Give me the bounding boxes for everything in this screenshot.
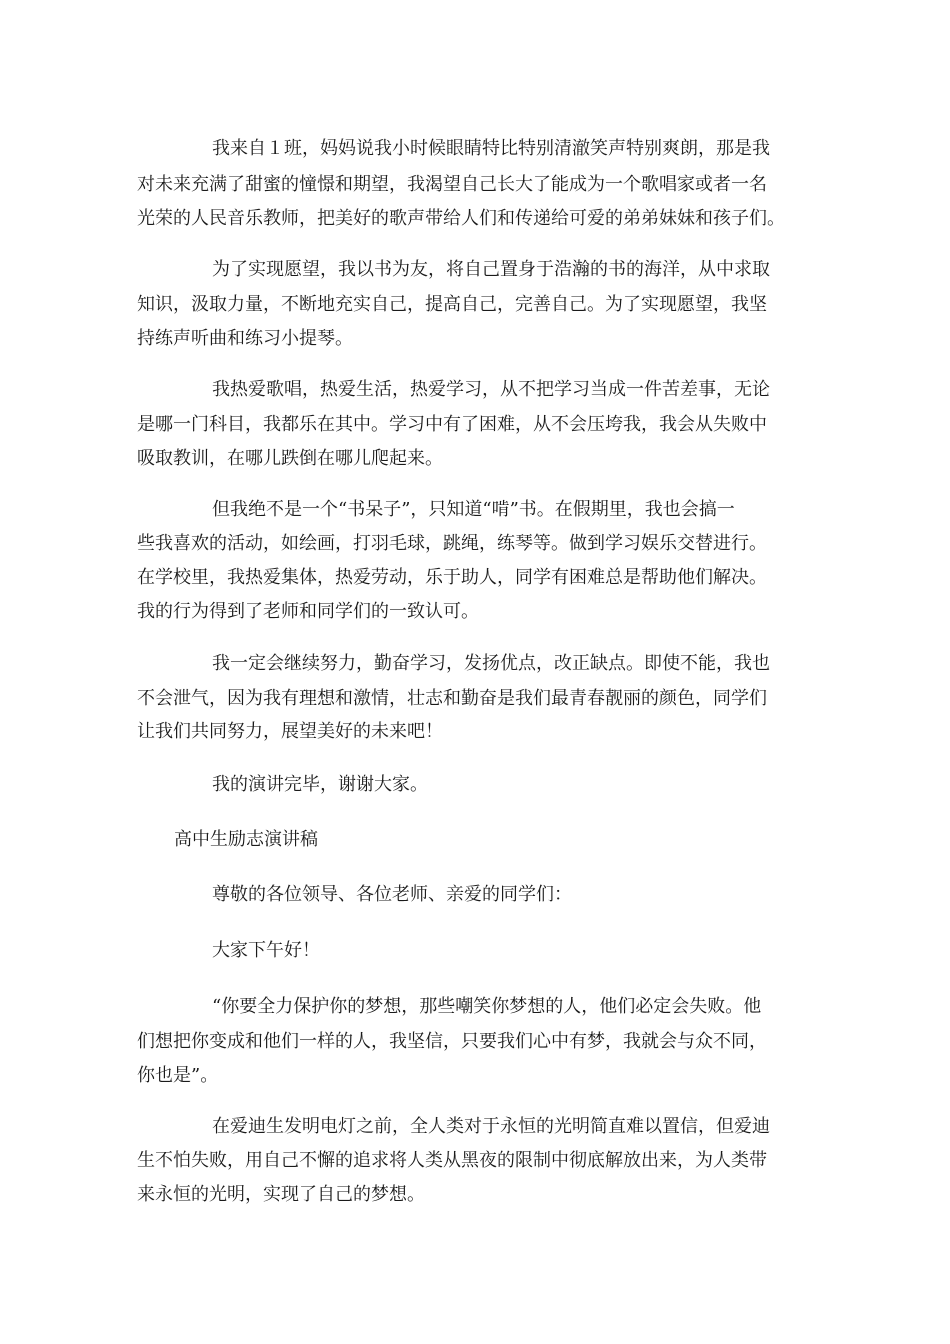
paragraph-line: 尊敬的各位领导、各位老师、亲爱的同学们： [212, 884, 572, 905]
paragraph-line: 吸取教训，在哪儿跌倒在哪儿爬起来。 [137, 448, 443, 469]
paragraph-line: 们想把你变成和他们一样的人，我坚信，只要我们心中有梦，我就会与众不同， [137, 1031, 767, 1052]
paragraph-line: 但我绝不是一个“书呆子”，只知道“啃”书。在假期里，我也会搞一 [212, 499, 735, 520]
paragraph-line: 对未来充满了甜蜜的憧憬和期望，我渴望自己长大了能成为一个歌唱家或者一名 [137, 174, 767, 195]
paragraph-line: 来永恒的光明，实现了自己的梦想。 [137, 1184, 425, 1205]
paragraph-line: 让我们共同努力，展望美好的未来吧！ [137, 721, 443, 742]
paragraph-line: 生不怕失败，用自己不懈的追求将人类从黑夜的限制中彻底解放出来，为人类带 [137, 1150, 767, 1171]
paragraph-line: 你也是”。 [137, 1065, 219, 1086]
speech-title-text: 高中生励志演讲稿 [174, 829, 318, 850]
paragraph-line: 我热爱歌唱，热爱生活，热爱学习，从不把学习当成一件苦差事，无论 [212, 379, 770, 400]
paragraph-line: 我的演讲完毕，谢谢大家。 [212, 774, 428, 795]
paragraph-line: 我一定会继续努力，勤奋学习，发扬优点，改正缺点。即使不能，我也 [212, 653, 770, 674]
paragraph-line: 大家下午好！ [212, 940, 320, 961]
paragraph-line: 是哪一门科目，我都乐在其中。学习中有了困难，从不会压垮我，我会从失败中 [137, 414, 767, 435]
paragraph-line: 我来自１班，妈妈说我小时候眼睛特比特别清澈笑声特别爽朗，那是我 [212, 138, 770, 159]
paragraph-line: 为了实现愿望，我以书为友，将自己置身于浩瀚的书的海洋，从中求取 [212, 259, 770, 280]
paragraph-line: 光荣的人民音乐教师，把美好的歌声带给人们和传递给可爱的弟弟妹妹和孩子们。 [137, 208, 785, 229]
paragraph-line: 我的行为得到了老师和同学们的一致认可。 [137, 601, 479, 622]
paragraph-line: 在学校里，我热爱集体，热爱劳动，乐于助人，同学有困难总是帮助他们解决。 [137, 567, 767, 588]
paragraph-line: 持练声听曲和练习小提琴。 [137, 328, 353, 349]
paragraph-line: 知识，汲取力量，不断地充实自己，提高自己，完善自己。为了实现愿望，我坚 [137, 294, 767, 315]
paragraph-line: “你要全力保护你的梦想，那些嘲笑你梦想的人，他们必定会失败。他 [212, 996, 762, 1017]
paragraph-line: 些我喜欢的活动，如绘画，打羽毛球，跳绳，练琴等。做到学习娱乐交替进行。 [137, 533, 767, 554]
paragraph-line: 不会泄气，因为我有理想和激情，壮志和勤奋是我们最青春靓丽的颜色，同学们 [137, 688, 767, 709]
paragraph-line: 在爱迪生发明电灯之前，全人类对于永恒的光明简直难以置信，但爱迪 [212, 1116, 770, 1137]
